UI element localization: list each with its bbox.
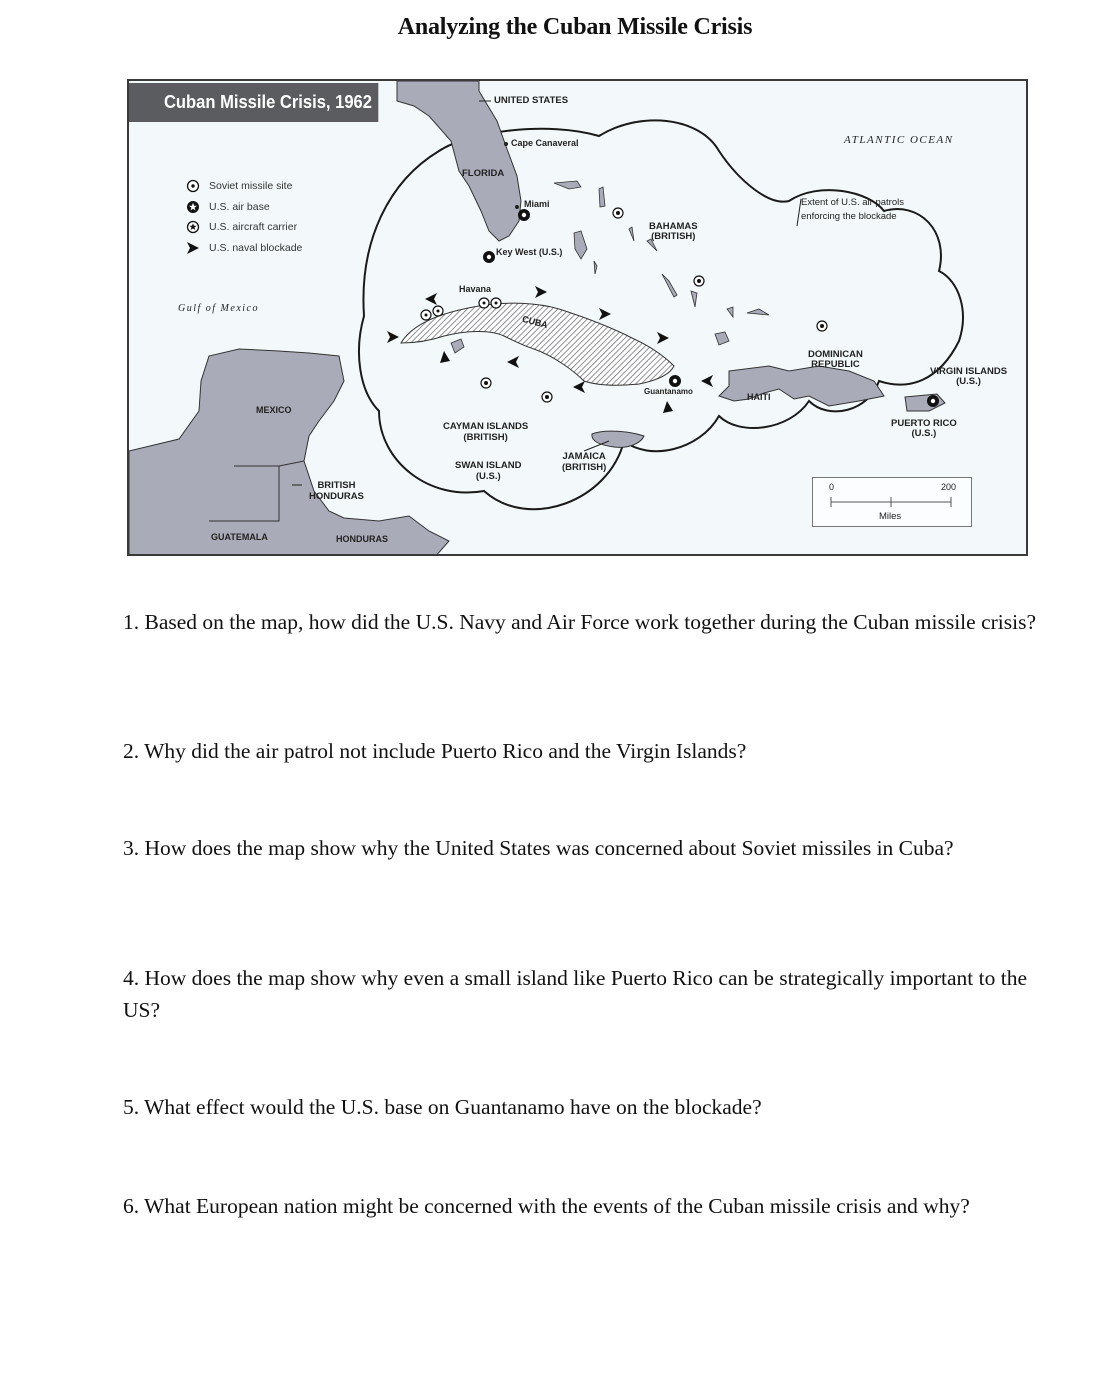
label-cuba: CUBA [521,313,549,331]
question-2: 2. Why did the air patrol not include Puerto Rico and the Virgin Islands? [123,739,747,763]
label-british-honduras: BRITISH HONDURAS [309,480,364,502]
label-united-states: UNITED STATES [494,95,569,106]
label-bahamas: BAHAMAS (BRITISH) [649,221,698,242]
question-4: 4. How does the map show why even a small island like Puerto Rico can be strategically important to the US? [123,966,1027,1022]
label-havana: Havana [459,284,492,294]
label-swan-island: SWAN ISLAND (U.S.) [455,460,522,482]
label-dominican-republic: DOMINICAN REPUBLIC [808,349,863,370]
label-guatemala: GUATEMALA [211,532,268,542]
label-florida: FLORIDA [462,168,505,179]
question-6: 6. What European nation might be concerned with the events of the Cuban missile crisis and why? [123,1194,970,1218]
label-key-west: Key West (U.S.) [496,247,563,257]
label-virgin-islands: VIRGIN ISLANDS (U.S.) [930,366,1008,387]
page-title: Analyzing the Cuban Missile Crisis [397,14,753,40]
label-honduras: HONDURAS [336,534,389,544]
label-cayman-islands: CAYMAN ISLANDS (BRITISH) [443,421,529,443]
question-5: 5. What effect would the U.S. base on Guantanamo have on the blockade? [123,1095,762,1119]
label-atlantic-ocean: ATLANTIC OCEAN [844,134,954,146]
label-gulf-of-mexico: Gulf of Mexico [178,303,259,314]
map-scale [812,477,972,527]
legend-item: U.S. naval blockade [186,240,302,261]
label-jamaica: JAMAICA (BRITISH) [562,451,607,473]
question-3: 3. How does the map show why the United States was concerned about Soviet missiles in Cuba? [123,836,954,860]
label-cape-canaveral: Cape Canaveral [511,138,579,148]
label-guantanamo: Guantanamo [644,387,693,396]
legend-item: Soviet missile site [186,178,302,199]
scale-min: 0 [829,482,835,492]
cuban-missile-crisis-map [127,79,1028,556]
label-mexico: MEXICO [256,405,292,415]
legend-item: U.S. air base [186,199,302,220]
scale-unit: Miles [879,511,902,522]
label-haiti: HAITI [747,392,771,402]
legend-item: U.S. aircraft carrier [186,219,302,240]
label-air-patrol-extent: Extent of U.S. air patrols enforcing the blockade [801,197,904,222]
label-puerto-rico: PUERTO RICO (U.S.) [891,418,957,439]
label-miami: Miami [524,199,550,209]
question-1: 1. Based on the map, how did the U.S. Navy and Air Force work together during the Cuban missile crisis? [123,610,1036,634]
map-title: Cuban Missile Crisis, 1962 [129,83,378,122]
scale-max: 200 [941,482,957,492]
